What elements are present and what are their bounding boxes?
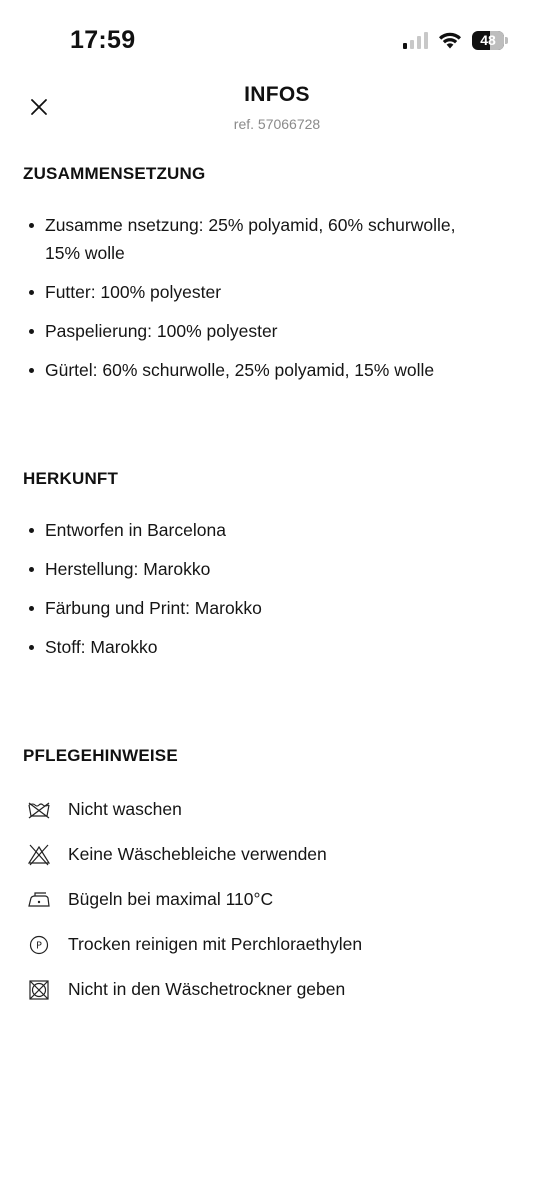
list-item: Paspelierung: 100% polyester (23, 317, 494, 345)
status-bar (0, 0, 554, 80)
care-item (26, 967, 524, 1012)
care-label: Nicht waschen (68, 799, 182, 819)
care-item (26, 877, 524, 922)
care-label: Nicht in den Wäschetrockner geben (68, 979, 346, 999)
origin-heading: HERKUNFT (23, 469, 119, 488)
care-label: Bügeln bei maximal 110°C (68, 889, 274, 909)
list-item: Stoff: Marokko (23, 633, 494, 661)
list-item: Zusamme nsetzung: 25% polyamid, 60% schurwolle, 15% wolle (23, 211, 494, 267)
iron-low-icon (26, 887, 52, 913)
product-reference: ref. 57066728 (233, 116, 321, 132)
status-time: 17:59 (70, 26, 136, 54)
battery-level: 48 (480, 32, 496, 48)
list-item: Futter: 100% polyester (23, 278, 494, 306)
care-item (26, 922, 524, 967)
care-item (26, 787, 524, 832)
list-item: Gürtel: 60% schurwolle, 25% polyamid, 15% wolle (23, 356, 494, 384)
list-item: Herstellung: Marokko (23, 555, 494, 583)
no-tumble-dry-icon (26, 977, 52, 1003)
status-icons (403, 30, 508, 50)
battery-icon (472, 30, 508, 50)
list-item: Entworfen in Barcelona (23, 516, 494, 544)
svg-text:P: P (36, 940, 42, 951)
cellular-signal-icon (403, 31, 428, 49)
no-bleach-icon (26, 842, 52, 868)
dry-clean-p-icon (26, 932, 52, 958)
origin-list (23, 516, 494, 672)
care-item (26, 832, 524, 877)
care-label: Keine Wäschebleiche verwenden (68, 844, 327, 864)
no-wash-icon (26, 797, 52, 823)
list-item: Färbung und Print: Marokko (23, 594, 494, 622)
page-title: INFOS (244, 83, 310, 106)
care-label: Trocken reinigen mit Perchloraethylen (68, 934, 363, 954)
wifi-icon (438, 31, 462, 49)
composition-heading: ZUSAMMENSETZUNG (23, 164, 206, 183)
care-heading: PFLEGEHINWEISE (23, 746, 178, 765)
care-list (26, 787, 524, 1012)
composition-list (23, 211, 494, 395)
